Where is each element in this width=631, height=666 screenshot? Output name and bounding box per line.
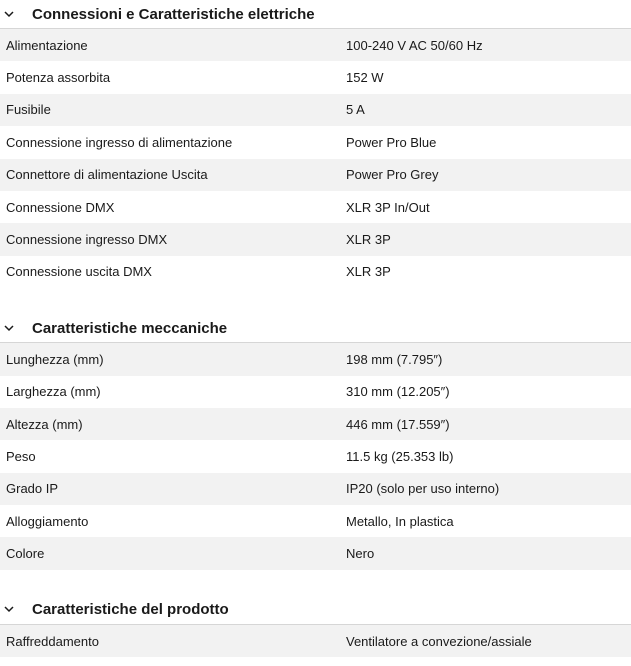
spec-value: XLR 3P [346,264,391,280]
table-row [0,29,631,61]
table-row [0,376,631,408]
spec-label: Altezza (mm) [6,416,83,432]
table-row [0,256,631,288]
spec-value: Ventilatore a convezione/assiale [346,633,532,649]
spec-label: Lunghezza (mm) [6,351,104,367]
spec-label: Fusibile [6,102,51,118]
section-spacer [0,570,631,596]
section-electrical [0,0,631,288]
chevron-down-icon [4,323,14,333]
spec-value: 11.5 kg (25.353 lb) [346,448,454,464]
table-row [0,94,631,126]
table-row [0,191,631,223]
spec-label: Colore [6,546,45,562]
spec-label: Potenza assorbita [6,70,111,86]
section-header-product[interactable] [0,596,631,624]
spec-value: 198 mm (7.795″) [346,351,443,367]
section-spacer [0,288,631,314]
spec-value: Nero [346,546,375,562]
chevron-down-icon [4,9,14,19]
table-row [0,625,631,657]
spec-value: Power Pro Blue [346,134,437,150]
spec-value: Power Pro Grey [346,167,439,183]
table-row [0,159,631,191]
section-mechanical [0,314,631,570]
spec-table [0,342,631,570]
section-title: Caratteristiche meccaniche [32,319,228,337]
section-header-mechanical[interactable] [0,314,631,342]
spec-label: Connessione uscita DMX [6,264,152,280]
section-title: Connessioni e Caratteristiche elettriche [32,5,315,23]
spec-label: Alloggiamento [6,513,89,529]
spec-label: Alimentazione [6,37,88,53]
section-header-electrical[interactable] [0,0,631,28]
section-title: Caratteristiche del prodotto [32,601,229,619]
table-row [0,126,631,158]
spec-value: 100-240 V AC 50/60 Hz [346,37,483,53]
section-product [0,596,631,657]
spec-value: XLR 3P [346,232,391,248]
spec-value: IP20 (solo per uso interno) [346,481,500,497]
spec-label: Larghezza (mm) [6,384,101,400]
spec-value: Metallo, In plastica [346,513,454,529]
table-row [0,408,631,440]
spec-label: Peso [6,448,36,464]
table-row [0,473,631,505]
spec-value: 310 mm (12.205″) [346,384,450,400]
table-row [0,343,631,375]
spec-value: 5 A [346,102,365,118]
spec-label: Grado IP [6,481,59,497]
spec-label: Connettore di alimentazione Uscita [6,167,208,183]
spec-table [0,28,631,288]
spec-label: Connessione ingresso DMX [6,232,168,248]
table-row [0,223,631,255]
spec-table [0,624,631,657]
table-row [0,537,631,569]
table-row [0,61,631,93]
chevron-down-icon [4,605,14,615]
spec-value: XLR 3P In/Out [346,199,430,215]
spec-value: 152 W [346,70,384,86]
spec-value: 446 mm (17.559″) [346,416,450,432]
table-row [0,440,631,472]
spec-label: Connessione DMX [6,199,115,215]
table-row [0,505,631,537]
spec-label: Connessione ingresso di alimentazione [6,134,233,150]
spec-label: Raffreddamento [6,633,99,649]
